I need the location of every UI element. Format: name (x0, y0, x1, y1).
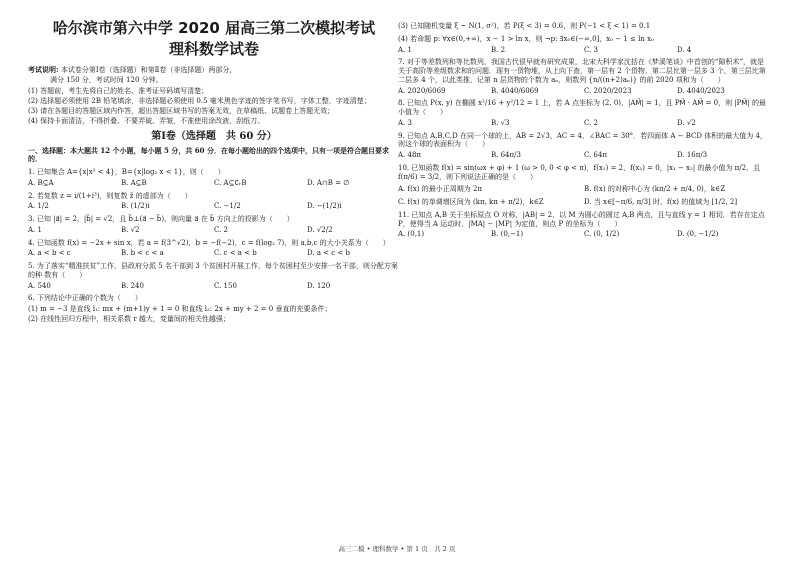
question-stem: 10. 已知函数 f(x) = sin(ωx + φ) + 1 (ω > 0, 0 < φ < π)，f(x₁) = 2，f(x₂) = 0，|x₁ − x₂| 的最小值为 π/2，且 f(π/6) = 3/2，则下列说法正确的是（ ） (398, 163, 761, 181)
left-column (28, 18, 400, 325)
answer-option: C. 3 (584, 45, 599, 54)
options-row (398, 198, 770, 207)
answer-option: C. f(x) 的单调增区间为 (kπ, kπ + π/2)，k∈Z (398, 198, 544, 206)
right-questions (398, 22, 770, 239)
options-row (28, 202, 400, 211)
instructions-text1: 本试卷分第Ⅰ卷（选择题）和第Ⅱ卷（非选择题）两部分， (60, 66, 237, 74)
answer-option: A. 1 (28, 225, 42, 234)
answer-option: A. 48π (398, 151, 422, 159)
options-row (398, 46, 770, 55)
answer-option: B. √3 (491, 118, 510, 127)
instructions-line1 (28, 66, 400, 75)
answer-option: B. (0,−1) (491, 230, 524, 239)
instruction-item: (1) 答题前，考生先将自己的姓名、准考证号码填写清楚； (28, 86, 209, 95)
answer-option: C. 2 (584, 118, 599, 127)
question-stem: (3) 已知随机变量 ξ ~ N(1, σ²)，若 P(ξ < 3) = 0.6，则 P(−1 < ξ < 1) = 0.1 (398, 22, 651, 30)
question-block (398, 164, 770, 182)
instruction-item: (4) 保持卡面清洁，不得折叠、不要弄破、弄皱，不准使用涂改液、刮纸刀。 (28, 117, 265, 126)
answer-option: B. 240 (121, 281, 144, 290)
question-stem: 5. 为了落实“精准扶贫”工作，县政府分派 5 名干部到 3 个贫困村开展工作，每个贫困村至少安排一名干部，则分配方案的种 数有（ ） (28, 262, 398, 279)
answer-option: D. 4040/2023 (677, 86, 725, 95)
question-stem: (4) 若命题 p: ∀x∈(0,+∞)，x − 1 > ln x，则 ¬p: ∃x₀∈(−∞,0]，x₀ − 1 ≤ ln x₀ (398, 34, 654, 43)
answer-option: A. (0,1) (398, 230, 425, 239)
options-row (28, 282, 400, 291)
answer-option: A. 540 (28, 281, 51, 290)
answer-option: C. A⊆∁ᵣB (214, 178, 247, 187)
answer-option: C. −1/2 (214, 202, 241, 211)
answer-option: B. (1/2)i (121, 202, 150, 211)
question-block (28, 168, 400, 188)
question-block (28, 192, 400, 212)
answer-option: C. 2020/2023 (584, 86, 632, 95)
answer-option: D. √2 (677, 118, 696, 127)
options-row (398, 230, 770, 239)
answer-option: D. A∩B = ∅ (307, 178, 350, 187)
question-block (28, 262, 400, 290)
answer-option: D. a < c < b (307, 249, 351, 258)
instruction-item: (3) 请在各题目的答题区域内作答，超出答题区域书写的答案无效，在草稿纸、试题卷上答题无效； (28, 107, 335, 115)
right-column (398, 18, 770, 242)
answer-option: A. B⊆A (28, 178, 54, 187)
options-row (28, 179, 400, 188)
question-block (398, 198, 770, 207)
options-row (398, 151, 770, 160)
answer-option: B. b < c < a (121, 249, 164, 258)
question-stem: 7. 对于等差数列和等比数列，我国古代很早就有研究成果，北宋大科学家沈括在《梦溪笔谈》中首创的“隙积术”，就是关于高阶等差级数求和的问题．现有一货物堆，从上向下查，第一层有 2 个货物，第二层比第一层多 3 个，第三层比第二层多 4 个，以此类推，记第 n 层货物的个数为 aₙ，则数列 {n/((n+2)aₙ)} 的前 2020 项和为（ ） (398, 58, 766, 84)
answer-option: A. 1/2 (28, 202, 49, 211)
options-row (28, 226, 400, 235)
question-block (398, 211, 770, 239)
answer-option: C. 64π (584, 151, 608, 159)
options-row (28, 249, 400, 258)
question-block (398, 99, 770, 127)
page-footer: 高三二模 • 理科数学 • 第 1 页 共 2 页 (338, 544, 456, 553)
question-block (398, 185, 770, 194)
answer-option: B. 4040/6069 (491, 86, 539, 95)
section1-heading: 第Ⅰ卷（选择题 共 60 分） (151, 131, 277, 142)
answer-option: B. 2 (491, 45, 506, 54)
question-stem: 6. 下列结论中正确的个数为（ ） (28, 294, 142, 303)
left-questions (28, 168, 400, 303)
answer-option: D. −(1/2)i (307, 202, 342, 211)
instructions-label: 考试说明: (28, 65, 59, 74)
answer-option: B. A⊆B (121, 178, 147, 187)
question-block (398, 22, 770, 31)
answer-option: D. 16π/3 (677, 151, 708, 159)
answer-option: B. 64π/3 (491, 151, 521, 159)
answer-option: A. f(x) 的最小正周期为 2π (398, 185, 483, 194)
answer-option: C. c < a < b (214, 249, 257, 258)
question-block (28, 215, 400, 235)
answer-option: B. √2 (121, 225, 140, 234)
answer-option: A. 1 (398, 45, 412, 54)
answer-option: D. (0, −1/2) (677, 230, 719, 239)
answer-option: A. 2020/6069 (398, 86, 446, 95)
question-stem: 1. 已知集合 A={x|x² < 4}，B={x|log₂ x < 1}，则（ ） (28, 168, 225, 176)
answer-option: D. 当 x∈[−π/6, π/3] 时，f(x) 的值域为 [1/2, 2] (584, 198, 738, 206)
instruction-item: (2) 选择题必须使用 2B 铅笔填涂，非选择题必须使用 0.5 毫米黑色字迹的签字笔书写，字体工整，字迹清楚； (28, 96, 371, 105)
question-block (28, 239, 400, 259)
q6-item: (2) 在线性回归方程中，相关系数 r 越大，变量间的相关性越强； (28, 314, 230, 323)
question-stem: 2. 若复数 z = i/(1+i³)，则复数 z̄ 的虚部为（ ） (28, 191, 192, 200)
question-stem: 4. 已知函数 f(x) = −2x + sin x，若 a = f(3^√2)，b = −f(−2)，c = f(log₂ 7)，则 a,b,c 的大小关系为（ ） (28, 238, 390, 247)
answer-option: A. a < b < c (28, 249, 71, 258)
instructions-line2: 满分 150 分，考试时间 120 分钟。 (50, 76, 163, 85)
question-block (398, 58, 770, 95)
answer-option: C. 2 (214, 225, 229, 234)
question-stem: 9. 已知点 A,B,C,D 在同一个球的上，AB = 2√3，AC = 4，∠BAC = 30°．若四面体 A − BCD 体积的最大值为 4，则这个球的表面积为（ ） (398, 131, 767, 149)
question-block (398, 35, 770, 55)
question-block (28, 294, 400, 303)
options-row (398, 185, 770, 194)
answer-option: D. √2/2 (307, 225, 333, 234)
options-row (398, 87, 770, 96)
exam-subtitle: 理科数学试卷 (168, 40, 259, 58)
question-stem: 11. 已知点 A,B 关于坐标原点 O 对称，|AB| = 2，以 M 为圆心的圆过 A,B 两点，且与直线 y = 1 相切．若存在定点 P，使得当 A 运动时，|MA| − |MP| 为定值，则点 P 的坐标为（ ） (398, 210, 765, 228)
answer-option: C. 150 (214, 281, 237, 290)
answer-option: D. 4 (677, 45, 692, 54)
answer-option: C. (0, 1/2) (584, 230, 620, 239)
question-stem: 3. 已知 |a⃗| = 2，|b⃗| = √2，且 b⃗⊥(a⃗ − b⃗)，则向量 a⃗ 在 b⃗ 方向上的投影为（ ） (28, 215, 294, 223)
answer-option: D. 120 (307, 281, 331, 290)
exam-title: 哈尔滨市第六中学 2020 届高三第二次模拟考试 (52, 19, 376, 37)
options-row (398, 119, 770, 128)
answer-option: A. 3 (398, 118, 412, 127)
section1-intro: 一、选择题：本大题共 12 个小题，每小题 5 分，共 60 分．在每小题给出的四个选项中，只有一项是符合题目要求的． (28, 145, 389, 164)
question-stem: 8. 已知点 P(x, y) 在椭圆 x²/16 + y²/12 = 1 上，若 A 点坐标为 (2, 0)，|AM⃗| = 1，且 PM⃗ · AM⃗ = 0，则 |PM⃗| 的最小值为（ ） (398, 99, 767, 116)
answer-option: B. f(x) 的对称中心为 (kπ/2 + π/4, 0)，k∈Z (584, 185, 726, 194)
q6-item: (1) m = −3 是直线 l₁: mx + (m+1)y + 1 = 0 和直线 l₂: 2x + my + 2 = 0 垂直的充要条件； (28, 304, 332, 313)
question-block (398, 132, 770, 160)
